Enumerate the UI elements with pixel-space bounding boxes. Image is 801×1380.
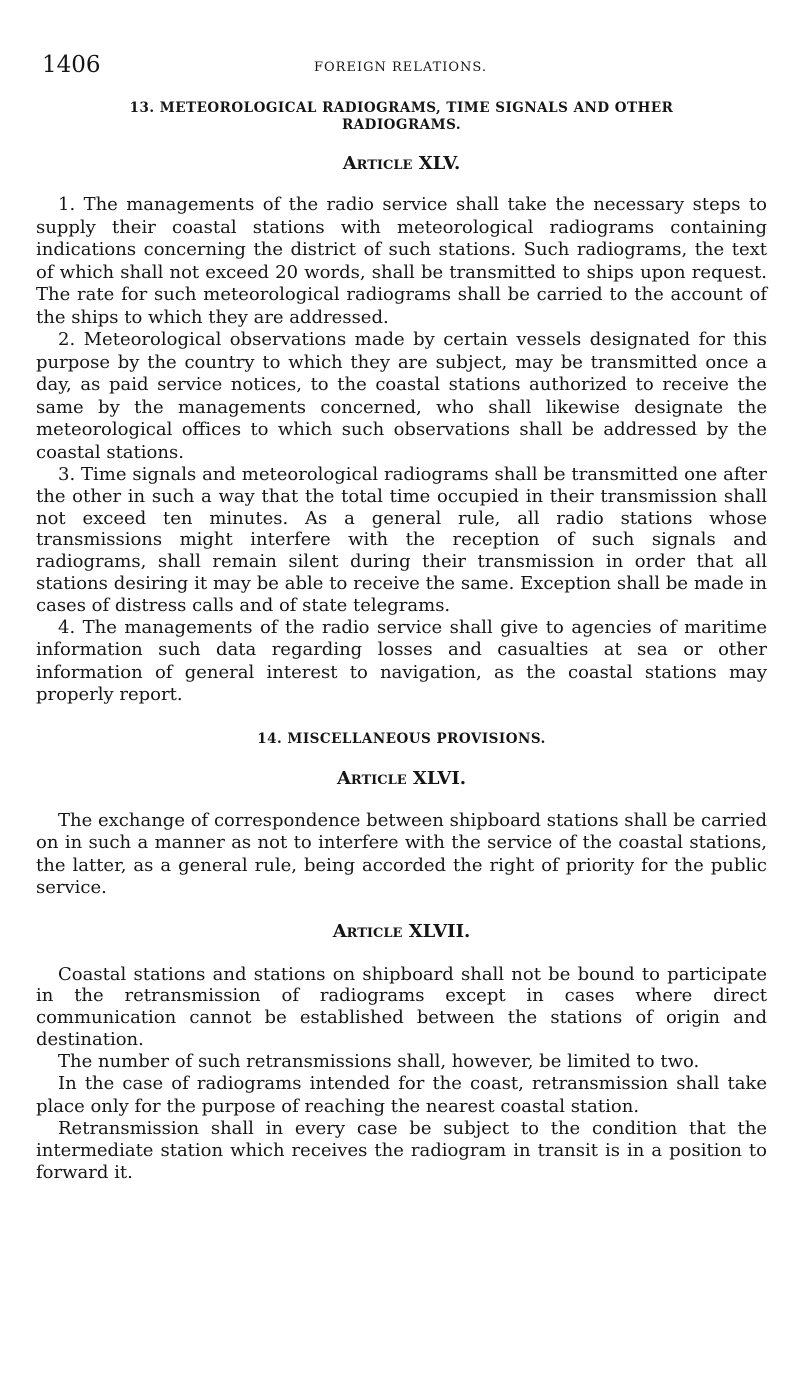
article-xlv-paragraph-3: 3. Time signals and meteorological radiograms shall be transmitted one after the other in such a way that the total time occupied in their transmission shall not exceed ten minutes. As a general rule, all radio stations whose transmissions might interfere with the reception of such signals and radiograms, shall remain silent during their transmission in order that all stations desiring it may be able to receive the same. Exception shall be made in cases of distress calls and of state telegrams. [36,464,767,616]
article-xlvi-paragraph-1: The exchange of correspondence between shipboard stations shall be carried on in such a manner as not to interfere with the service of the coastal stations, the latter, as a general rule, being accorded the right of priority for the public service. [36,809,767,899]
page-number: 1406 [42,52,101,78]
running-head-title: FOREIGN RELATIONS. [314,60,487,75]
article-xlvii-paragraph-1: Coastal stations and stations on shipboard shall not be bound to participate in the retransmission of radiograms except in cases where direct communication cannot be established between the stations of origin and destination. [36,963,767,1050]
article-xlv-paragraph-4: 4. The managements of the radio service shall give to agencies of maritime information such data regarding losses and casualties at sea or other information of general interest to navigation, as the coastal stations may properly report. [36,616,767,706]
article-xlvii-label: Article [332,920,403,942]
article-xlvi-number: XLVI. [412,767,467,789]
running-head [42,52,759,80]
article-xlv-paragraph-2: 2. Meteorological observations made by certain vessels designated for this purpose by the country to which they are subject, may be transmitted once a day, as paid service notices, to the coastal stations authorized to receive the same by the managements concerned, who shall likewise designate the meteorological offices to which such observations shall be addressed by the coastal stations. [36,329,767,463]
article-xlv-paragraph-1: 1. The managements of the radio service shall take the necessary steps to supply their coastal stations with meteorological radiograms containing indications concerning the district of such stations. Such radiograms, the text of which shall not exceed 20 words, shall be transmitted to ships upon request. The rate for such meteorological radiograms shall be carried to the account of the ships to which they are addressed. [36,194,767,328]
article-xlv-heading [36,153,767,174]
article-xlvii-heading [36,921,767,942]
article-xlvi-heading [36,768,767,789]
article-xlv-number: XLV. [418,153,461,174]
page-body [36,100,767,1184]
section-13-title: 13. METEOROLOGICAL RADIOGRAMS, TIME SIGNALS AND OTHER RADIOGRAMS. [129,100,674,133]
article-xlvii-paragraph-3: In the case of radiograms intended for the coast, retransmission shall take place only for the purpose of reaching the nearest coastal station. [36,1073,767,1117]
section-14-title: 14. MISCELLANEOUS PROVISIONS. [257,730,546,747]
article-xlvi-label: Article [336,767,407,789]
article-xlvii-paragraph-2: The number of such retransmissions shall, however, be limited to two. [58,1050,700,1072]
article-xlv-label: Article [342,153,413,174]
article-xlvii-number: XLVII. [408,920,471,942]
article-xlvii-paragraph-4: Retransmission shall in every case be subject to the condition that the intermediate station which receives the radiogram in transit is in a position to forward it. [36,1118,767,1183]
